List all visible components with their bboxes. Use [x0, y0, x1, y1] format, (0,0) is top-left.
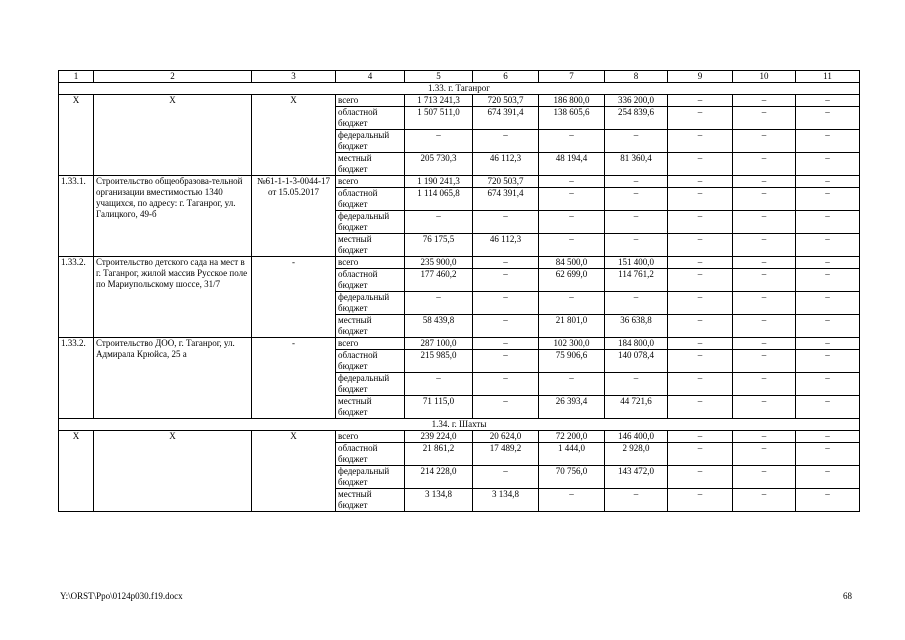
amount-cell: 46 112,3 — [473, 153, 539, 176]
item-document: №61-1-1-3-0044-17 от 15.05.2017 — [252, 176, 336, 257]
amount-cell: – — [668, 338, 733, 350]
amount-cell: – — [668, 188, 733, 211]
amount-cell: – — [668, 257, 733, 269]
amount-cell: – — [668, 431, 733, 443]
header-row — [59, 71, 860, 83]
amount-cell: – — [796, 292, 860, 315]
funding-source: областной бюджет — [336, 443, 405, 466]
amount-cell: – — [796, 431, 860, 443]
amount-cell: 48 194,4 — [539, 153, 605, 176]
page-number: 68 — [843, 591, 852, 601]
item-document: X — [252, 95, 336, 176]
amount-cell: – — [539, 188, 605, 211]
amount-cell: – — [473, 373, 539, 396]
amount-cell: – — [796, 373, 860, 396]
amount-cell: – — [539, 176, 605, 188]
amount-cell: 239 224,0 — [405, 431, 473, 443]
amount-cell: – — [796, 107, 860, 130]
funding-source: областной бюджет — [336, 269, 405, 292]
amount-cell: – — [605, 292, 668, 315]
funding-source: всего — [336, 431, 405, 443]
amount-cell: – — [405, 373, 473, 396]
amount-cell: – — [796, 234, 860, 257]
amount-cell: – — [668, 211, 733, 234]
amount-cell: – — [539, 292, 605, 315]
amount-cell: – — [668, 234, 733, 257]
amount-cell: – — [668, 373, 733, 396]
amount-cell: – — [539, 130, 605, 153]
item-description: X — [94, 95, 252, 176]
amount-cell: – — [796, 257, 860, 269]
amount-cell: – — [668, 95, 733, 107]
amount-cell: – — [733, 315, 796, 338]
amount-cell: – — [796, 338, 860, 350]
amount-cell: – — [796, 466, 860, 489]
amount-cell: 75 906,6 — [539, 350, 605, 373]
table-row — [59, 95, 860, 107]
column-number: 2 — [94, 71, 252, 83]
amount-cell: 1 114 065,8 — [405, 188, 473, 211]
column-number: 7 — [539, 71, 605, 83]
item-document: - — [252, 257, 336, 338]
amount-cell: – — [473, 211, 539, 234]
item-number: X — [59, 95, 94, 176]
amount-cell: – — [733, 130, 796, 153]
table-row — [59, 257, 860, 269]
amount-cell: – — [473, 350, 539, 373]
amount-cell: 3 134,8 — [405, 489, 473, 512]
amount-cell: – — [733, 396, 796, 419]
funding-source: всего — [336, 257, 405, 269]
amount-cell: 21 861,2 — [405, 443, 473, 466]
funding-source: федеральный бюджет — [336, 373, 405, 396]
amount-cell: 1 190 241,3 — [405, 176, 473, 188]
amount-cell: – — [733, 95, 796, 107]
funding-source: местный бюджет — [336, 315, 405, 338]
amount-cell: – — [668, 466, 733, 489]
amount-cell: – — [668, 489, 733, 512]
amount-cell: – — [796, 211, 860, 234]
amount-cell: 70 756,0 — [539, 466, 605, 489]
amount-cell: – — [733, 431, 796, 443]
section-title: 1.34. г. Шахты — [59, 419, 860, 431]
amount-cell: – — [733, 338, 796, 350]
amount-cell: – — [539, 373, 605, 396]
item-description: Строительство детского сада на мест в г. Таганрог, жилой массив Русское поле по Мариупольскому шоссе, 31/7 — [94, 257, 252, 338]
amount-cell: 46 112,3 — [473, 234, 539, 257]
amount-cell: – — [668, 315, 733, 338]
amount-cell: – — [796, 350, 860, 373]
amount-cell: 2 928,0 — [605, 443, 668, 466]
column-number: 8 — [605, 71, 668, 83]
item-number: 1.33.2. — [59, 257, 94, 338]
amount-cell: 44 721,6 — [605, 396, 668, 419]
funding-source: местный бюджет — [336, 153, 405, 176]
funding-source: местный бюджет — [336, 489, 405, 512]
amount-cell: 72 200,0 — [539, 431, 605, 443]
amount-cell: 1 713 241,3 — [405, 95, 473, 107]
column-number: 11 — [796, 71, 860, 83]
table-row — [59, 431, 860, 443]
amount-cell: 138 605,6 — [539, 107, 605, 130]
amount-cell: 62 699,0 — [539, 269, 605, 292]
amount-cell: – — [733, 188, 796, 211]
amount-cell: – — [796, 153, 860, 176]
section-title: 1.33. г. Таганрог — [59, 83, 860, 95]
amount-cell: – — [733, 211, 796, 234]
amount-cell: – — [668, 130, 733, 153]
item-description: X — [94, 431, 252, 512]
amount-cell: 287 100,0 — [405, 338, 473, 350]
amount-cell: – — [539, 234, 605, 257]
amount-cell: – — [473, 396, 539, 419]
funding-source: областной бюджет — [336, 350, 405, 373]
item-description: Строительство общеобразова-тельной организации вместимостью 1340 учащихся, по адресу: г. Таганрог, ул. Галицкого, 49-б — [94, 176, 252, 257]
amount-cell: 254 839,6 — [605, 107, 668, 130]
amount-cell: 720 503,7 — [473, 95, 539, 107]
funding-source: областной бюджет — [336, 188, 405, 211]
funding-source: федеральный бюджет — [336, 292, 405, 315]
amount-cell: – — [668, 396, 733, 419]
amount-cell: 143 472,0 — [605, 466, 668, 489]
budget-table — [58, 70, 860, 512]
amount-cell: 36 638,8 — [605, 315, 668, 338]
amount-cell: 102 300,0 — [539, 338, 605, 350]
amount-cell: – — [405, 211, 473, 234]
funding-source: местный бюджет — [336, 234, 405, 257]
amount-cell: 186 800,0 — [539, 95, 605, 107]
amount-cell: 76 175,5 — [405, 234, 473, 257]
amount-cell: – — [796, 443, 860, 466]
amount-cell: 336 200,0 — [605, 95, 668, 107]
funding-source: федеральный бюджет — [336, 211, 405, 234]
amount-cell: 674 391,4 — [473, 188, 539, 211]
amount-cell: – — [473, 338, 539, 350]
amount-cell: 151 400,0 — [605, 257, 668, 269]
amount-cell: – — [733, 176, 796, 188]
amount-cell: – — [473, 130, 539, 153]
item-document: X — [252, 431, 336, 512]
amount-cell: – — [473, 257, 539, 269]
funding-source: местный бюджет — [336, 396, 405, 419]
amount-cell: 71 115,0 — [405, 396, 473, 419]
amount-cell: – — [605, 234, 668, 257]
amount-cell: – — [796, 396, 860, 419]
amount-cell: – — [668, 176, 733, 188]
amount-cell: 21 801,0 — [539, 315, 605, 338]
amount-cell: – — [733, 350, 796, 373]
funding-source: областной бюджет — [336, 107, 405, 130]
amount-cell: – — [733, 269, 796, 292]
amount-cell: – — [473, 315, 539, 338]
section-title-row — [59, 419, 860, 431]
amount-cell: – — [796, 489, 860, 512]
amount-cell: – — [405, 130, 473, 153]
funding-source: федеральный бюджет — [336, 130, 405, 153]
amount-cell: – — [605, 130, 668, 153]
amount-cell: 17 489,2 — [473, 443, 539, 466]
amount-cell: – — [733, 373, 796, 396]
amount-cell: – — [668, 269, 733, 292]
amount-cell: – — [733, 107, 796, 130]
section-title-row — [59, 83, 860, 95]
amount-cell: 214 228,0 — [405, 466, 473, 489]
item-number: X — [59, 431, 94, 512]
amount-cell: – — [733, 292, 796, 315]
amount-cell: 720 503,7 — [473, 176, 539, 188]
amount-cell: – — [796, 95, 860, 107]
item-description: Строительство ДОО, г. Таганрог, ул. Адмирала Крюйса, 25 а — [94, 338, 252, 419]
amount-cell: – — [405, 292, 473, 315]
amount-cell: 177 460,2 — [405, 269, 473, 292]
amount-cell: 84 500,0 — [539, 257, 605, 269]
funding-source: федеральный бюджет — [336, 466, 405, 489]
table-row — [59, 176, 860, 188]
amount-cell: – — [668, 350, 733, 373]
amount-cell: – — [605, 188, 668, 211]
table-row — [59, 338, 860, 350]
column-number: 6 — [473, 71, 539, 83]
column-number: 10 — [733, 71, 796, 83]
amount-cell: – — [733, 257, 796, 269]
amount-cell: – — [733, 234, 796, 257]
amount-cell: – — [605, 211, 668, 234]
column-number: 1 — [59, 71, 94, 83]
amount-cell: 205 730,3 — [405, 153, 473, 176]
amount-cell: – — [733, 443, 796, 466]
amount-cell: 58 439,8 — [405, 315, 473, 338]
item-number: 1.33.1. — [59, 176, 94, 257]
amount-cell: 184 800,0 — [605, 338, 668, 350]
amount-cell: – — [668, 443, 733, 466]
footer-file-path: Y:\ORST\Ppo\0124p030.f19.docx — [60, 591, 183, 601]
amount-cell: – — [605, 373, 668, 396]
amount-cell: – — [473, 269, 539, 292]
item-document: - — [252, 338, 336, 419]
amount-cell: 235 900,0 — [405, 257, 473, 269]
amount-cell: 140 078,4 — [605, 350, 668, 373]
amount-cell: – — [796, 188, 860, 211]
amount-cell: – — [796, 176, 860, 188]
amount-cell: 20 624,0 — [473, 431, 539, 443]
amount-cell: 215 985,0 — [405, 350, 473, 373]
amount-cell: – — [796, 130, 860, 153]
amount-cell: 1 507 511,0 — [405, 107, 473, 130]
amount-cell: 81 360,4 — [605, 153, 668, 176]
column-number: 5 — [405, 71, 473, 83]
amount-cell: – — [796, 315, 860, 338]
amount-cell: 26 393,4 — [539, 396, 605, 419]
amount-cell: – — [668, 292, 733, 315]
amount-cell: – — [605, 176, 668, 188]
funding-source: всего — [336, 176, 405, 188]
amount-cell: – — [733, 489, 796, 512]
amount-cell: 1 444,0 — [539, 443, 605, 466]
amount-cell: 146 400,0 — [605, 431, 668, 443]
item-number: 1.33.2. — [59, 338, 94, 419]
amount-cell: 674 391,4 — [473, 107, 539, 130]
column-number: 3 — [252, 71, 336, 83]
amount-cell: – — [668, 107, 733, 130]
amount-cell: – — [605, 489, 668, 512]
amount-cell: – — [473, 466, 539, 489]
funding-source: всего — [336, 338, 405, 350]
column-number: 4 — [336, 71, 405, 83]
column-number: 9 — [668, 71, 733, 83]
amount-cell: 3 134,8 — [473, 489, 539, 512]
amount-cell: – — [473, 292, 539, 315]
amount-cell: 114 761,2 — [605, 269, 668, 292]
amount-cell: – — [668, 153, 733, 176]
amount-cell: – — [796, 269, 860, 292]
amount-cell: – — [539, 489, 605, 512]
amount-cell: – — [733, 466, 796, 489]
amount-cell: – — [733, 153, 796, 176]
amount-cell: – — [539, 211, 605, 234]
funding-source: всего — [336, 95, 405, 107]
